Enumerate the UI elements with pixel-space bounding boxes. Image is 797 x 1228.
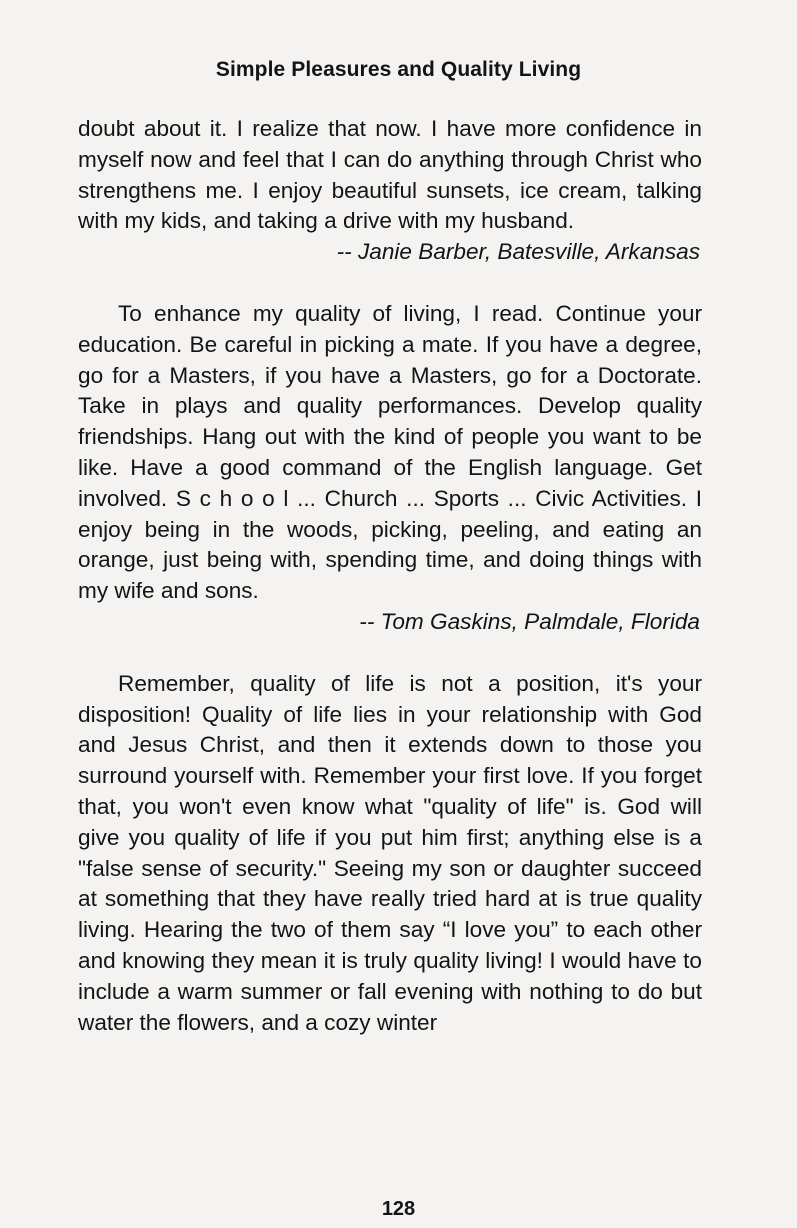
page-number: 128 (381, 1198, 416, 1220)
attribution-tom-gaskins: -- Tom Gaskins, Palmdale, Florida (359, 608, 700, 634)
paragraph-tom-gaskins: To enhance my quality of living, I read. Continue your education. Be careful in picking a mate. If you have a degree, go for a Masters, if you have a Masters, go for a Doctorate. Take in plays and quality performances. Develop quality friendships. Hang out with the kind of people you want to be like. Have a good command of the English language. Get involved. S c h o o l ... Church ... Sports ... Civic Activities. I enjoy being in the woods, picking, peeling, and eating an orange, just being with, spending time, and doing things with my wife and sons. (78, 300, 702, 604)
attribution-janie-barber: -- Janie Barber, Batesville, Arkansas (336, 239, 700, 265)
paragraph-gap (78, 268, 702, 299)
running-head: Simple Pleasures and Quality Living (215, 58, 582, 81)
page-body (78, 114, 702, 1038)
paragraph-continuation: doubt about it. I realize that now. I have more confidence in myself now and feel that I can do anything through Christ who strengthens me. I enjoy beautiful sunsets, ice cream, talking with my kids, and taking a drive with my husband. (78, 116, 702, 234)
paragraph-gap (78, 638, 702, 669)
paragraph-quality-of-life: Remember, quality of life is not a position, it's your disposition! Quality of life lies in your relationship with God and Jesus Christ, and then it extends down to those you surround yourself with. Remember your first love. If you forget that, you won't even know what "quality of life" is. God will give you quality of life if you put him first; anything else is a "false sense of security." Seeing my son or daughter succeed at something that they have really tried hard at is true quality living. Hearing the two of them say “I love you” to each other and knowing they mean it is truly quality living! I would have to include a warm summer or fall evening with nothing to do but water the flowers, and a cozy winter (78, 670, 702, 1035)
